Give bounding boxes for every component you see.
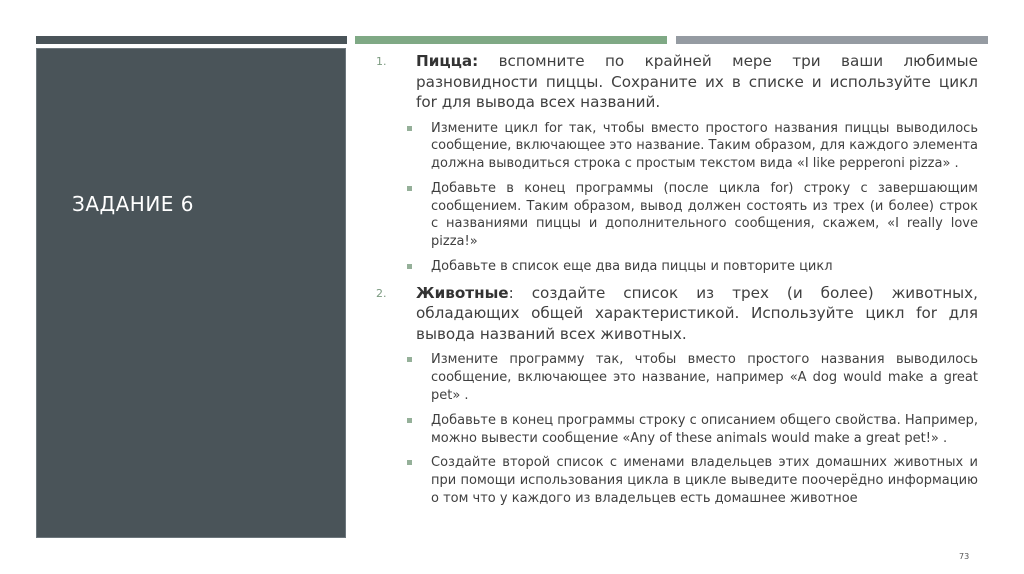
page-number: 73 — [959, 552, 970, 561]
subtask-item — [407, 120, 978, 173]
square-bullet-icon — [407, 357, 412, 362]
subtask-text: Добавьте в конец программы (после цикла for) строку с завершающим сообщением. Таким образом, вывод должен состоять из трех (и более) строк с названиями пиццы и дополнительного сообщения, скажем, «I really love pizza!» — [431, 180, 978, 250]
square-bullet-icon — [407, 418, 412, 423]
square-bullet-icon — [407, 264, 412, 269]
subtask-text: Измените цикл for так, чтобы вместо простого названия пиццы выводилось сообщение, включающее это название. Таким образом, для каждого элемента должна выводиться строка с простым текстом вида «I like pepperoni pizza» . — [431, 120, 978, 172]
slide-title: ЗАДАНИЕ 6 — [72, 192, 195, 216]
task-text — [416, 51, 978, 113]
subtask-item — [407, 180, 978, 251]
task-description: : создайте список из трех (и более) животных, обладающих общей характеристикой. Используйте цикл for для вывода названий всех животных. — [416, 283, 978, 343]
subtask-text: Создайте второй список с именами владельцев этих домашних животных и при помощи использования цикла в цикле выведите поочерёдно информацию о том что у каждого из владельцев есть домашнее животное — [431, 455, 978, 506]
subtask-list — [407, 120, 978, 276]
subtask-text: Добавьте в список еще два вида пиццы и повторите цикл — [431, 259, 833, 275]
subtask-text: Измените программу так, чтобы вместо простого названия выводилось сообщение, включающее это название, например «A dog would make a great pet» . — [431, 352, 978, 403]
task-description: вспомните по крайней мере три ваши любимые разновидности пиццы. Сохраните их в списке и используйте цикл for для вывода всех названий. — [416, 52, 978, 111]
task-heading: Животные — [416, 283, 509, 302]
top-accent-bar-gray — [676, 36, 988, 44]
subtask-item — [407, 258, 978, 276]
top-accent-bar-green — [355, 36, 667, 44]
square-bullet-icon — [407, 186, 412, 191]
subtask-text: Добавьте в конец программы строку с описанием общего свойства. Например, можно вывести сообщение «Any of these animals would make a great pet!» . — [431, 412, 978, 446]
task-text — [416, 283, 978, 345]
task-item-animals — [376, 283, 978, 508]
subtask-item — [407, 454, 978, 507]
top-accent-bar-dark — [36, 36, 347, 44]
task-item-pizza — [376, 51, 978, 276]
task-heading: Пицца: — [416, 52, 479, 70]
task-number: 2. — [376, 286, 387, 300]
task-content — [376, 51, 978, 515]
task-number: 1. — [376, 55, 387, 68]
square-bullet-icon — [407, 460, 412, 465]
subtask-item — [407, 412, 978, 448]
subtask-list — [407, 351, 978, 507]
title-panel — [36, 48, 346, 538]
subtask-item — [407, 351, 978, 404]
square-bullet-icon — [407, 126, 412, 131]
